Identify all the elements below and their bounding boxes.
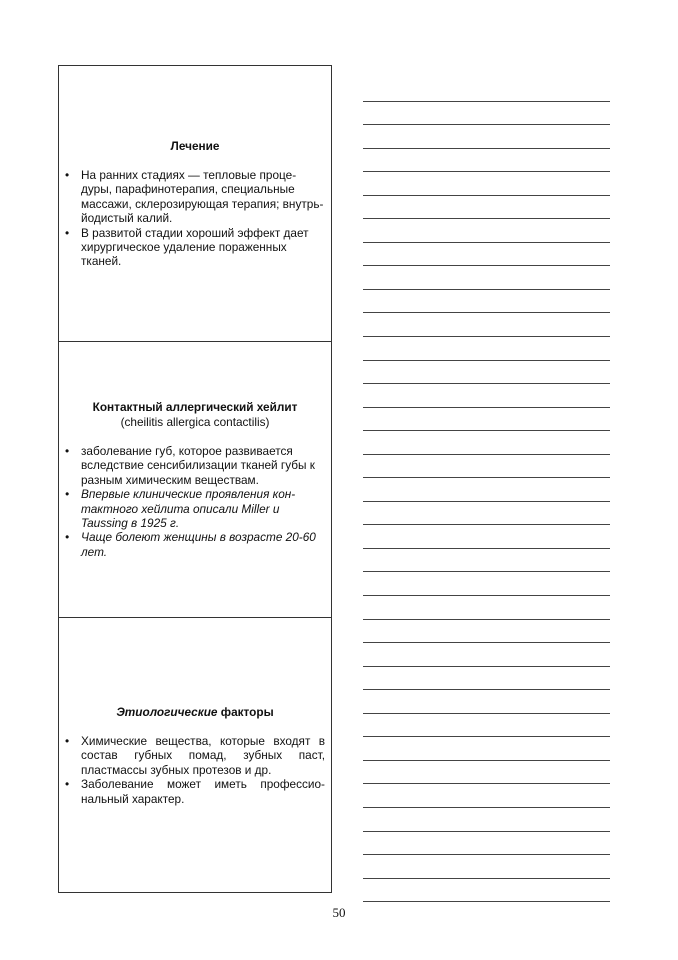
- bullet-item: [65, 734, 325, 777]
- bullet-item: [65, 168, 325, 226]
- note-line: [363, 525, 610, 549]
- note-line: [363, 832, 610, 856]
- note-line: [363, 502, 610, 526]
- contact-cheilitis-title: Контактный аллергический хейлит: [92, 400, 298, 414]
- bullet-text: Чаще болеют женщины в возрасте 20-60 лет.: [81, 530, 316, 559]
- note-line: [363, 455, 610, 479]
- note-line: [363, 855, 610, 879]
- bullet-text: Химические вещества, которые входят в состав губных помад, зубных паст, пластмассы зубных протезов и др.: [81, 734, 325, 777]
- bullet-icon: •: [65, 487, 70, 502]
- bullet-icon: •: [65, 734, 70, 748]
- note-lines: [363, 78, 610, 902]
- note-line: [363, 266, 610, 290]
- etiology-bullets: [65, 734, 325, 806]
- etiology-panel: [58, 617, 332, 893]
- note-line: [363, 667, 610, 691]
- contact-cheilitis-bullets: [65, 444, 325, 559]
- note-line: [363, 596, 610, 620]
- bullet-item: [65, 226, 325, 269]
- note-line: [363, 572, 610, 596]
- bullet-icon: •: [65, 444, 70, 458]
- note-line: [363, 643, 610, 667]
- note-line: [363, 384, 610, 408]
- note-line: [363, 290, 610, 314]
- note-line: [363, 172, 610, 196]
- bullet-item: [65, 777, 325, 806]
- bullet-text: В развитой стадии хороший эффект дает хирургическое удаление пораженных тканей.: [81, 225, 309, 269]
- note-line: [363, 879, 610, 903]
- contact-cheilitis-subtitle: (cheilitis allergica contactilis): [120, 415, 270, 429]
- bullet-text: Заболевание может иметь профессио-нальный характер.: [81, 777, 325, 806]
- note-line: [363, 243, 610, 267]
- note-line: [363, 196, 610, 220]
- bullet-icon: •: [65, 530, 70, 545]
- note-line: [363, 784, 610, 808]
- note-line: [363, 78, 610, 102]
- bullet-text: На ранних стадиях — тепловые проце-дуры, парафинотерапия, специальные массажи, склерозирующая терапия; внутрь-йодистый калий.: [81, 168, 324, 226]
- etiology-title-italic: Этиологические: [116, 705, 218, 719]
- treatment-bullets: [65, 168, 325, 269]
- page-number: 50: [332, 905, 346, 920]
- bullet-item: [65, 487, 325, 530]
- note-line: [363, 478, 610, 502]
- note-line: [363, 690, 610, 714]
- note-line: [363, 125, 610, 149]
- bullet-item: [65, 444, 325, 487]
- bullet-icon: •: [65, 225, 70, 240]
- treatment-panel: [58, 65, 332, 342]
- note-line: [363, 313, 610, 337]
- treatment-title: Лечение: [170, 139, 220, 153]
- note-line: [363, 761, 610, 785]
- note-line: [363, 808, 610, 832]
- note-line: [363, 102, 610, 126]
- note-line: [363, 431, 610, 455]
- etiology-title-rest: факторы: [217, 705, 274, 719]
- note-line: [363, 549, 610, 573]
- bullet-icon: •: [65, 777, 70, 792]
- note-line: [363, 714, 610, 738]
- contact-cheilitis-panel: [58, 341, 332, 618]
- note-line: [363, 149, 610, 173]
- note-line: [363, 620, 610, 644]
- bullet-text: заболевание губ, которое развивается вследствие сенсибилизации тканей губы к разным химическим веществам.: [81, 444, 315, 487]
- note-line: [363, 361, 610, 385]
- note-line: [363, 737, 610, 761]
- bullet-item: [65, 530, 325, 559]
- etiology-title: [59, 705, 331, 719]
- bullet-text: Впервые клинические проявления кон-тактного хейлита описали Miller и Taussing в 1925 г.: [81, 487, 296, 531]
- note-line: [363, 219, 610, 243]
- note-line: [363, 337, 610, 361]
- note-line: [363, 408, 610, 432]
- bullet-icon: •: [65, 168, 70, 182]
